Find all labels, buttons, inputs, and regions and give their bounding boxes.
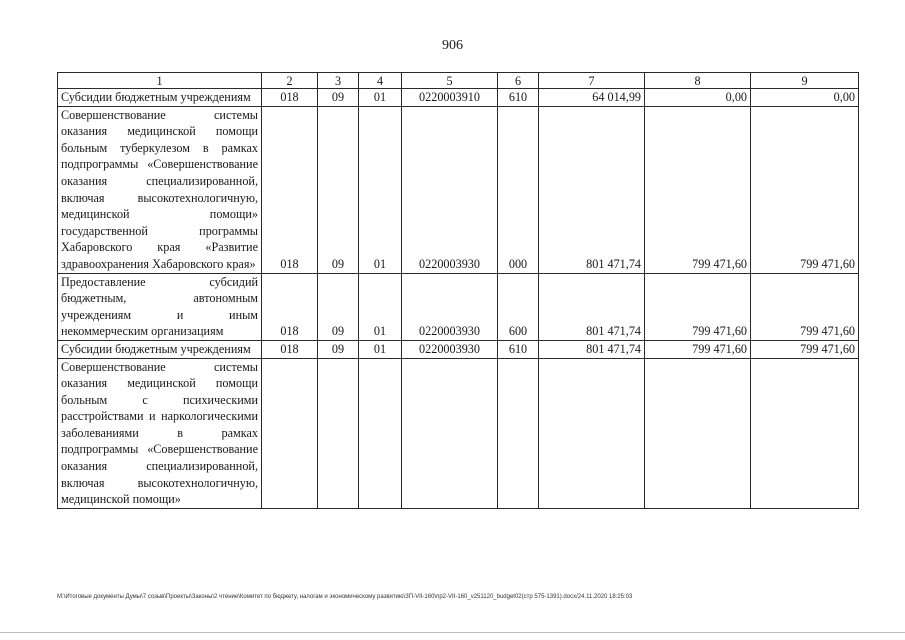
cell-target-article: 0220003910: [402, 89, 498, 107]
cell-target-article: 0220003930: [402, 273, 498, 340]
cell-amount-8: 799 471,60: [645, 273, 751, 340]
cell-expense-type: 600: [498, 273, 539, 340]
row-name: Предоставление субсидий бюджетным, автономным учреждениям и иным некоммерческим организациям: [58, 273, 262, 340]
footer-file-path: M:\Итоговые документы Думы\7 созыв\Проекты\Законы\2 чтение\Комитет по бюджету, налогам и экономическому развитию\ЗП-VII-160\пр2-VII-160_v251120_budget02(стр 575-1391).docx/24.11.2020 18:25:03: [57, 594, 633, 600]
cell-code: 018: [262, 106, 318, 273]
row-name: Совершенствование системы оказания медицинской помощи больным с психическими расстройствами и наркологическими заболеваниями в рамках подпрограммы «Совершенствование оказания специализированной, включая высокотехнологичную, медицинской помощи»: [58, 358, 262, 508]
cell-section: [318, 358, 359, 508]
cell-subsection: 01: [359, 273, 402, 340]
cell-code: [262, 358, 318, 508]
cell-subsection: 01: [359, 340, 402, 358]
row-name: Совершенствование системы оказания медицинской помощи больным туберкулезом в рамках подпрограммы «Совершенствование оказания специализированной, включая высокотехнологичную, медицинской помощи» государственной программы Хабаровского края «Развитие здравоохранения Хабаровского края»: [58, 106, 262, 273]
table-row: [58, 89, 859, 107]
column-header: 7: [539, 73, 645, 89]
cell-amount-8: 799 471,60: [645, 340, 751, 358]
table-header-row: [58, 73, 859, 89]
cell-amount-7: [539, 358, 645, 508]
column-header: 5: [402, 73, 498, 89]
page-number: 906: [442, 38, 463, 53]
cell-code: 018: [262, 89, 318, 107]
cell-code: 018: [262, 340, 318, 358]
cell-amount-8: 799 471,60: [645, 106, 751, 273]
cell-section: 09: [318, 89, 359, 107]
column-header: 6: [498, 73, 539, 89]
cell-subsection: 01: [359, 106, 402, 273]
cell-amount-9: 799 471,60: [751, 273, 859, 340]
table-row: [58, 340, 859, 358]
row-name: Субсидии бюджетным учреждениям: [58, 340, 262, 358]
cell-section: 09: [318, 106, 359, 273]
column-header: 2: [262, 73, 318, 89]
column-header: 1: [58, 73, 262, 89]
cell-amount-9: 799 471,60: [751, 340, 859, 358]
cell-code: 018: [262, 273, 318, 340]
cell-amount-8: 0,00: [645, 89, 751, 107]
cell-section: 09: [318, 273, 359, 340]
column-header: 3: [318, 73, 359, 89]
cell-amount-7: 801 471,74: [539, 340, 645, 358]
row-name: Субсидии бюджетным учреждениям: [58, 89, 262, 107]
cell-amount-9: 0,00: [751, 89, 859, 107]
cell-target-article: 0220003930: [402, 106, 498, 273]
cell-subsection: 01: [359, 89, 402, 107]
table-row: [58, 273, 859, 340]
cell-amount-9: 799 471,60: [751, 106, 859, 273]
budget-table: [57, 72, 859, 509]
column-header: 4: [359, 73, 402, 89]
cell-subsection: [359, 358, 402, 508]
cell-amount-7: 801 471,74: [539, 273, 645, 340]
table-row: [58, 106, 859, 273]
cell-expense-type: [498, 358, 539, 508]
cell-target-article: 0220003930: [402, 340, 498, 358]
cell-amount-7: 801 471,74: [539, 106, 645, 273]
cell-amount-8: [645, 358, 751, 508]
cell-expense-type: 610: [498, 340, 539, 358]
cell-amount-7: 64 014,99: [539, 89, 645, 107]
cell-target-article: [402, 358, 498, 508]
table-row: [58, 358, 859, 508]
column-header: 9: [751, 73, 859, 89]
cell-section: 09: [318, 340, 359, 358]
cell-expense-type: 610: [498, 89, 539, 107]
cell-amount-9: [751, 358, 859, 508]
scan-divider: [0, 632, 905, 633]
cell-expense-type: 000: [498, 106, 539, 273]
column-header: 8: [645, 73, 751, 89]
